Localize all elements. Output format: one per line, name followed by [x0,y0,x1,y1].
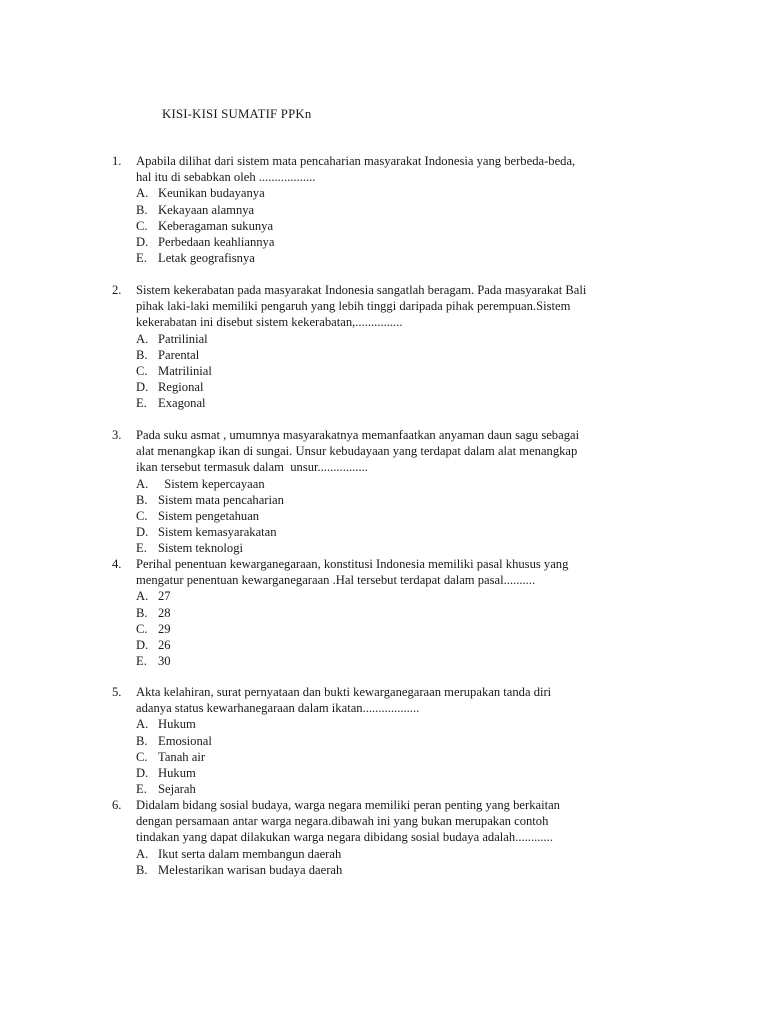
option-text: Ikut serta dalam membangun daerah [158,846,342,861]
answer-option[interactable] [136,508,682,524]
option-letter: E. [136,653,147,668]
answer-option[interactable] [136,540,682,556]
option-text: Tanah air [158,749,206,764]
option-letter: B. [136,862,148,877]
answer-option[interactable] [136,781,682,797]
option-text: Perbedaan keahliannya [158,234,275,249]
answer-option[interactable] [136,653,682,669]
option-text: Matrilinial [158,363,212,378]
option-letter: A. [136,331,149,346]
option-letter: D. [136,637,149,652]
answer-option[interactable] [136,524,682,540]
option-text: 28 [158,605,171,620]
option-text: Sejarah [158,781,196,796]
option-letter: B. [136,492,148,507]
option-letter: C. [136,621,148,636]
option-letter: D. [136,379,149,394]
option-text: 29 [158,621,171,636]
document-title: KISI-KISI SUMATIF PPKn [162,107,312,121]
question-5 [112,684,682,797]
option-text: Hukum [158,717,196,732]
option-letter: D. [136,234,149,249]
option-text: Keberagaman sukunya [158,218,274,233]
answer-options [136,476,682,556]
option-letter: A. [136,186,149,201]
answer-option[interactable] [136,331,682,347]
answer-option[interactable] [136,363,682,379]
answer-option[interactable] [136,347,682,363]
option-letter: E. [136,781,147,796]
option-letter: C. [136,218,148,233]
answer-options [136,588,682,668]
option-letter: E. [136,250,147,265]
answer-option[interactable] [136,716,682,732]
answer-option[interactable] [136,476,682,492]
question-number: 3. [112,428,122,442]
option-text: 27 [158,589,171,604]
option-letter: C. [136,508,148,523]
option-text: Sistem pengetahuan [158,508,260,523]
question-text: Pada suku asmat , umumnya masyarakatnya memanfaatkan anyaman daun sagu sebagai alat menangkap ikan di sungai. Unsur kebudayaan yang terdapat dalam alat menangkap ikan tersebut termasuk dalam unsur................ [136,428,580,475]
option-text: Emosional [158,733,212,748]
question-number: 6. [112,798,122,812]
answer-option[interactable] [136,749,682,765]
question-number: 5. [112,685,122,699]
question-number: 4. [112,557,122,571]
option-text: Hukum [158,765,196,780]
question-number: 2. [112,283,122,297]
answer-option[interactable] [136,234,682,250]
option-letter: E. [136,395,147,410]
option-text: Melestarikan warisan budaya daerah [158,862,343,877]
question-2 [112,282,682,411]
option-text: Sistem mata pencaharian [158,492,284,507]
option-text: Exagonal [158,395,206,410]
option-text: 30 [158,653,171,668]
option-text: Sistem teknologi [158,540,244,555]
answer-options [136,846,682,878]
option-letter: A. [136,589,149,604]
option-letter: B. [136,347,148,362]
question-text: Didalam bidang sosial budaya, warga negara memiliki peran penting yang berkaitan dengan persamaan antar warga negara.dibawah ini yang bukan merupakan contoh tindakan yang dapat dilakukan warga negara dibidang sosial budaya adalah............ [136,798,560,845]
answer-option[interactable] [136,605,682,621]
answer-option[interactable] [136,218,682,234]
option-letter: D. [136,765,149,780]
option-text: Parental [158,347,200,362]
question-text: Sistem kekerabatan pada masyarakat Indonesia sangatlah beragam. Pada masyarakat Bali pihak laki-laki memiliki pengaruh yang lebih tinggi daripada pihak perempuan.Sistem kekerabatan ini disebut sistem kekerabatan,............... [136,283,587,330]
option-letter: B. [136,202,148,217]
option-letter: D. [136,524,149,539]
option-text: Sistem kemasyarakatan [158,524,277,539]
option-text: Patrilinial [158,331,208,346]
option-letter: C. [136,749,148,764]
answer-options [136,716,682,796]
option-text: Regional [158,379,204,394]
answer-options [136,185,682,265]
question-1 [112,153,682,266]
answer-option[interactable] [136,185,682,201]
answer-option[interactable] [136,395,682,411]
option-text: Letak geografisnya [158,250,255,265]
answer-option[interactable] [136,637,682,653]
question-text: Apabila dilihat dari sistem mata pencaharian masyarakat Indonesia yang berbeda-beda, hal itu di sebabkan oleh .................. [136,154,576,185]
answer-option[interactable] [136,621,682,637]
question-number: 1. [112,154,122,168]
option-letter: E. [136,540,147,555]
answer-option[interactable] [136,588,682,604]
question-text: Perihal penentuan kewarganegaraan, konstitusi Indonesia memiliki pasal khusus yang mengatur penentuan kewarganegaraan .Hal tersebut terdapat dalam pasal.......... [136,557,569,588]
option-letter: A. [136,476,149,491]
answer-option[interactable] [136,492,682,508]
option-text: 26 [158,637,171,652]
answer-option[interactable] [136,846,682,862]
option-letter: C. [136,363,148,378]
question-3 [112,427,682,556]
answer-option[interactable] [136,733,682,749]
option-letter: A. [136,717,149,732]
option-letter: A. [136,846,149,861]
question-6 [112,797,682,878]
option-letter: B. [136,605,148,620]
answer-option[interactable] [136,202,682,218]
option-text: Keunikan budayanya [158,186,265,201]
option-text: Kekayaan alamnya [158,202,255,217]
question-4 [112,556,682,669]
option-text: Sistem kepercayaan [158,476,265,491]
answer-option[interactable] [136,379,682,395]
answer-option[interactable] [136,765,682,781]
option-letter: B. [136,733,148,748]
answer-options [136,331,682,411]
answer-option[interactable] [136,250,682,266]
question-text: Akta kelahiran, surat pernyataan dan bukti kewarganegaraan merupakan tanda diri adanya status kewarhanegaraan dalam ikatan.................. [136,685,552,716]
answer-option[interactable] [136,862,682,878]
